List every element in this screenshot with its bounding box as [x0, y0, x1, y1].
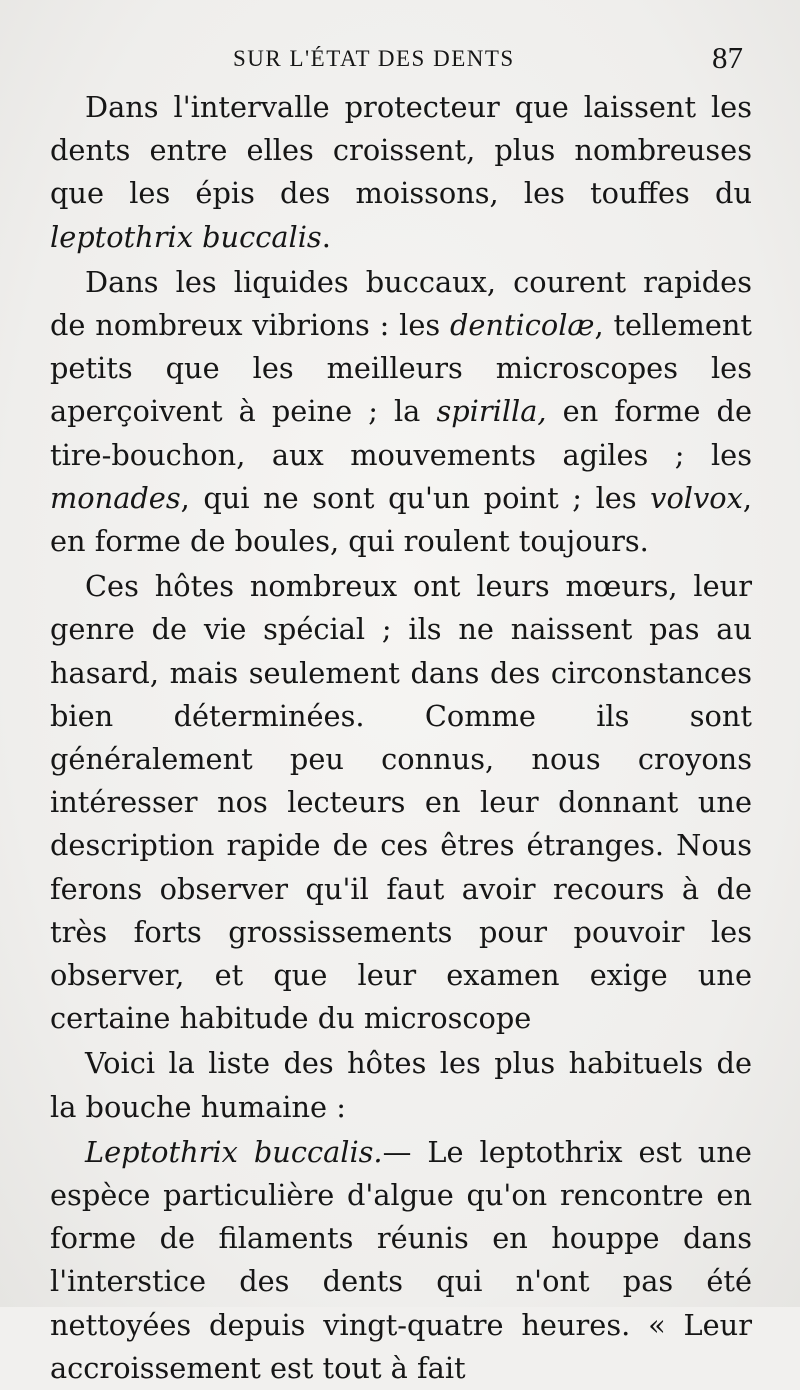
text-run: — Le leptothrix est une espèce particulière d'algue qu'on rencontre en forme de filaments réunis en houppe dans l'interstice des dents qui n'ont pas été nettoyées depuis vingt-quatre heures. « Leur accroissement est tout à fait: [50, 1134, 752, 1385]
species-name: volvox: [650, 480, 743, 515]
paragraph: [50, 1042, 752, 1128]
species-name: denticolæ: [449, 308, 595, 343]
text-run: Dans l'intervalle protecteur que laissent les dents entre elles croissent, plus nombreuses que les épis des moissons, les touffes du: [50, 90, 752, 211]
page-number: 87: [712, 40, 743, 75]
species-name: Leptothrix buccalis.: [85, 1134, 383, 1169]
text-run: , en forme de boules, qui roulent toujours.: [50, 480, 752, 559]
text-run: Ces hôtes nombreux ont leurs mœurs, leur genre de vie spécial ; ils ne naissent pas au hasard, mais seulement dans des circonstances bien déterminées. Comme ils sont généralement peu connus, nous croyons intéresser nos lecteurs en leur donnant une description rapide de ces êtres étranges. Nous ferons observer qu'il faut avoir recours à de très forts grossissements pour pouvoir les observer, et que leur examen exige une certaine habitude du microscope: [50, 569, 752, 1036]
text-run: , qui ne sont qu'un point ; les: [180, 480, 651, 515]
page-body: [50, 86, 752, 1390]
paragraph: [50, 1131, 752, 1390]
text-run: Dans les liquides buccaux, courent rapides de nombreux vibrions : les: [50, 264, 752, 343]
paragraph: [50, 565, 752, 1040]
text-run: .: [321, 219, 331, 254]
paragraph: [50, 261, 752, 563]
page-header: [50, 0, 752, 86]
species-name: spirilla,: [436, 394, 547, 429]
text-run: Voici la liste des hôtes les plus habituels de la bouche humaine :: [50, 1046, 752, 1124]
text-run: en forme de tire-bouchon, aux mouvements agiles ; les: [50, 394, 752, 472]
paragraph: [50, 86, 752, 259]
text-run: , tellement petits que les meilleurs microscopes les aperçoivent à peine ; la: [50, 308, 752, 429]
running-title: SUR L'ÉTAT DES DENTS: [233, 46, 515, 71]
species-name: leptothrix buccalis: [50, 219, 322, 254]
species-name: monades: [50, 480, 181, 515]
